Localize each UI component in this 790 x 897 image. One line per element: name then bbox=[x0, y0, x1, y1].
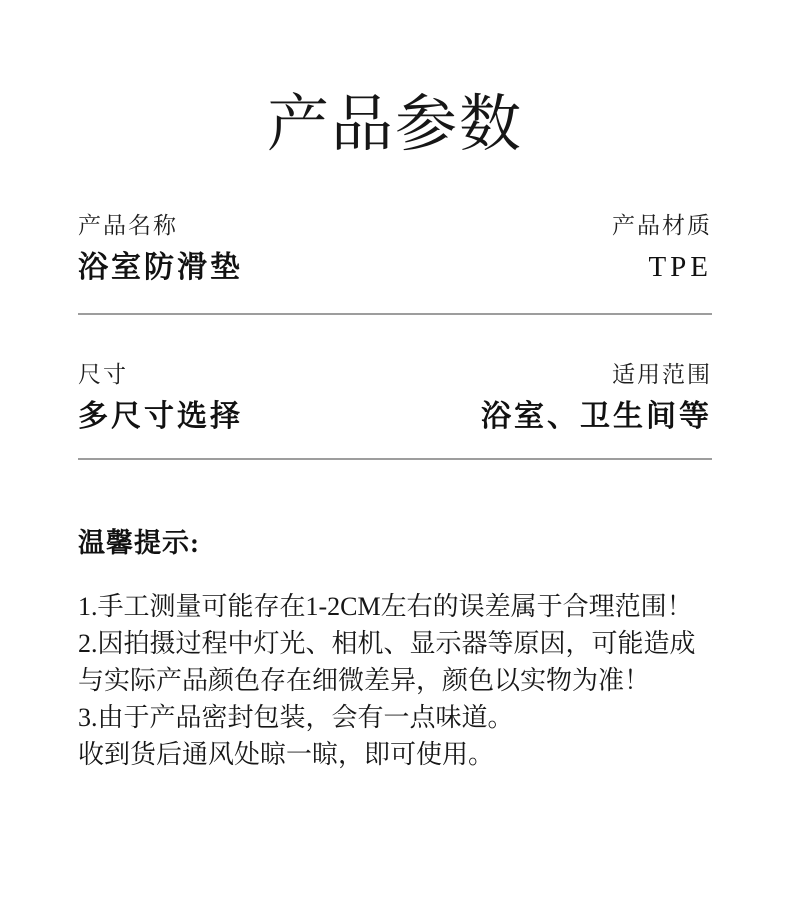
divider bbox=[78, 313, 712, 315]
tip-line: 2.因拍摄过程中灯光、相机、显示器等原因，可能造成 bbox=[78, 629, 696, 658]
product-material-cell bbox=[612, 214, 712, 282]
tips-heading: 温馨提示: bbox=[78, 528, 200, 558]
applicable-scope-value: 浴室、卫生间等 bbox=[481, 400, 712, 433]
size-cell bbox=[78, 363, 243, 432]
tip-line: 1.手工测量可能存在1-2CM左右的误差属于合理范围！ bbox=[78, 592, 693, 621]
tip-line: 收到货后通风处晾一晾，即可使用。 bbox=[78, 740, 495, 769]
spec-row-2 bbox=[78, 363, 712, 432]
tip-line: 3.由于产品密封包装，会有一点味道。 bbox=[78, 703, 514, 732]
product-material-value: TPE bbox=[648, 251, 712, 283]
size-value: 多尺寸选择 bbox=[78, 400, 243, 433]
applicable-scope-cell bbox=[481, 363, 712, 432]
product-material-label: 产品材质 bbox=[612, 213, 712, 238]
applicable-scope-label: 适用范围 bbox=[612, 362, 712, 387]
page-title: 产品参数 bbox=[266, 90, 523, 159]
tips-body bbox=[78, 588, 728, 773]
product-name-cell bbox=[78, 214, 243, 283]
spec-row-1 bbox=[78, 214, 712, 283]
product-name-label: 产品名称 bbox=[78, 213, 178, 238]
size-label: 尺寸 bbox=[78, 362, 128, 387]
product-name-value: 浴室防滑垫 bbox=[78, 251, 243, 284]
divider bbox=[78, 458, 712, 460]
tip-line: 与实际产品颜色存在细微差异，颜色以实物为准！ bbox=[78, 666, 651, 695]
